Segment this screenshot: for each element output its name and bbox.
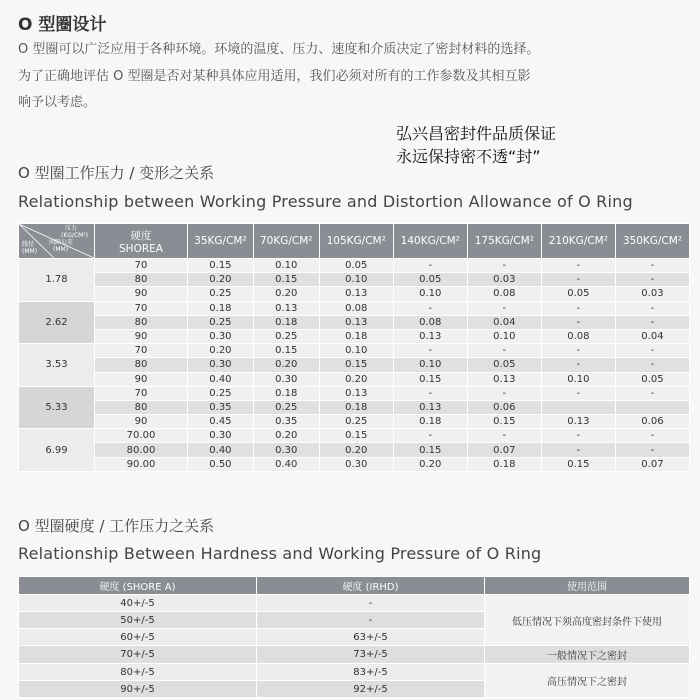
hardness-header [95, 224, 188, 259]
value-cell: - [541, 273, 615, 287]
irhd-cell: - [257, 612, 485, 629]
value-cell: 0.18 [467, 457, 541, 471]
hardness-cell: 70 [95, 259, 188, 273]
size-cell: 2.62 [19, 301, 95, 344]
value-cell: 0.35 [253, 415, 319, 429]
col-70: 70KG/CM² [253, 224, 319, 259]
shore-cell: 50+/-5 [19, 612, 257, 629]
size-cell: 1.78 [19, 259, 95, 302]
value-cell: 0.10 [319, 344, 393, 358]
col-210: 210KG/CM² [541, 224, 615, 259]
value-cell: 0.08 [467, 287, 541, 301]
value-cell: 0.20 [188, 273, 254, 287]
irhd-header: 硬度 (IRHD) [257, 577, 485, 595]
table-row [19, 386, 690, 400]
value-cell: - [467, 344, 541, 358]
section2-title-en: Relationship Between Hardness and Working Pressure of O Ring [18, 544, 542, 563]
value-cell: 0.08 [319, 301, 393, 315]
value-cell: 0.03 [615, 287, 689, 301]
value-cell: - [541, 443, 615, 457]
value-cell [615, 400, 689, 414]
corner-diameter-unit: (MM) [22, 248, 38, 255]
value-cell: 0.18 [188, 301, 254, 315]
value-cell: - [615, 273, 689, 287]
table-row [19, 259, 690, 273]
value-cell: - [393, 429, 467, 443]
shore-cell: 90+/-5 [19, 681, 257, 698]
hardness-cell: 80 [95, 358, 188, 372]
value-cell: - [615, 344, 689, 358]
usage-cell-high: 高压情况下之密封 [485, 664, 690, 698]
value-cell: 0.05 [319, 259, 393, 273]
usage-header: 使用范围 [485, 577, 690, 595]
value-cell: 0.08 [393, 315, 467, 329]
value-cell: 0.10 [467, 329, 541, 343]
pressure-distortion-table [18, 223, 690, 472]
value-cell: 0.50 [188, 457, 254, 471]
value-cell: 0.06 [615, 415, 689, 429]
value-cell: 0.20 [253, 429, 319, 443]
hardness-header-unit: SHOREA [119, 242, 163, 255]
value-cell: - [615, 315, 689, 329]
value-cell: 0.13 [319, 386, 393, 400]
value-cell: 0.18 [253, 386, 319, 400]
value-cell: - [541, 315, 615, 329]
value-cell: 0.03 [467, 273, 541, 287]
intro-line-3: 响予以考虑。 [18, 95, 97, 110]
table-row [19, 315, 690, 329]
size-cell: 6.99 [19, 429, 95, 472]
value-cell: - [615, 386, 689, 400]
value-cell: - [393, 386, 467, 400]
value-cell: 0.04 [615, 329, 689, 343]
hardness-cell: 70 [95, 344, 188, 358]
irhd-cell: 83+/-5 [257, 664, 485, 681]
hardness-cell: 90 [95, 329, 188, 343]
value-cell: - [393, 301, 467, 315]
value-cell: 0.30 [188, 429, 254, 443]
usage-cell-general: 一般情况下之密封 [485, 646, 690, 664]
value-cell: 0.10 [319, 273, 393, 287]
value-cell: 0.15 [188, 259, 254, 273]
value-cell: 0.15 [541, 457, 615, 471]
section2-title-zh: O 型圈硬度 / 工作压力之关系 [18, 517, 215, 535]
hardness-cell: 90 [95, 287, 188, 301]
value-cell: 0.25 [253, 329, 319, 343]
value-cell: 0.25 [319, 415, 393, 429]
table-row [19, 400, 690, 414]
usage-cell-low: 低压情况下须高度密封条件下使用 [485, 595, 690, 646]
value-cell: 0.40 [188, 372, 254, 386]
value-cell: 0.10 [253, 259, 319, 273]
quality-stamp-line-2: 永远保持密不透“封” [396, 147, 541, 166]
value-cell: 0.30 [188, 329, 254, 343]
hardness-cell: 80 [95, 315, 188, 329]
table-row [19, 457, 690, 471]
hardness-cell: 80.00 [95, 443, 188, 457]
hardness-header-label: 硬度 [130, 229, 152, 242]
hardness-cell: 80 [95, 273, 188, 287]
value-cell: 0.05 [467, 358, 541, 372]
value-cell: - [467, 301, 541, 315]
value-cell: 0.13 [467, 372, 541, 386]
value-cell: 0.20 [393, 457, 467, 471]
quality-stamp-line-1: 弘兴昌密封件品质保证 [396, 124, 557, 143]
value-cell: - [615, 358, 689, 372]
pressure-distortion-body [19, 259, 690, 472]
value-cell: 0.13 [253, 301, 319, 315]
col-35: 35KG/CM² [188, 224, 254, 259]
irhd-cell: 63+/-5 [257, 629, 485, 646]
value-cell: 0.07 [467, 443, 541, 457]
value-cell: - [393, 259, 467, 273]
col-140: 140KG/CM² [393, 224, 467, 259]
table-row [19, 301, 690, 315]
page-title: O 型圈设计 [18, 15, 107, 35]
hardness-cell: 80 [95, 400, 188, 414]
value-cell: - [541, 386, 615, 400]
table-row [19, 287, 690, 301]
table-row [19, 358, 690, 372]
value-cell: - [467, 386, 541, 400]
table-row [19, 429, 690, 443]
value-cell: - [615, 443, 689, 457]
value-cell: 0.13 [393, 329, 467, 343]
value-cell: 0.07 [615, 457, 689, 471]
col-350: 350KG/CM² [615, 224, 689, 259]
intro-line-2: 为了正确地评估 O 型圈是否对某种具体应用适用，我们必须对所有的工作参数及其相互影 [18, 69, 531, 84]
shore-cell: 80+/-5 [19, 664, 257, 681]
corner-gap-label: 间隙公差 [49, 239, 74, 246]
value-cell: 0.05 [393, 273, 467, 287]
value-cell: 0.15 [467, 415, 541, 429]
value-cell: 0.15 [393, 443, 467, 457]
section1-title-zh: O 型圈工作压力 / 变形之关系 [18, 164, 215, 182]
hardness-cell: 70 [95, 386, 188, 400]
value-cell: - [541, 344, 615, 358]
irhd-cell: 73+/-5 [257, 646, 485, 664]
table-row [19, 344, 690, 358]
value-cell: 0.20 [253, 287, 319, 301]
shore-cell: 40+/-5 [19, 595, 257, 612]
value-cell: 0.40 [188, 443, 254, 457]
table-row [19, 646, 690, 664]
corner-diameter-label: 线径 [22, 241, 35, 248]
intro-line-1: O 型圈可以广泛应用于各种环境。环境的温度、压力、速度和介质决定了密封材料的选择。 [18, 42, 540, 57]
irhd-cell: 92+/-5 [257, 681, 485, 698]
value-cell [541, 400, 615, 414]
value-cell: 0.45 [188, 415, 254, 429]
value-cell: 0.10 [393, 287, 467, 301]
value-cell: 0.30 [188, 358, 254, 372]
value-cell: 0.20 [319, 443, 393, 457]
value-cell: 0.20 [253, 358, 319, 372]
value-cell: - [393, 344, 467, 358]
value-cell: - [467, 259, 541, 273]
value-cell: 0.13 [319, 287, 393, 301]
corner-gap-unit: (MM) [53, 246, 69, 253]
value-cell: 0.18 [253, 315, 319, 329]
value-cell: 0.10 [393, 358, 467, 372]
hardness-cell: 90.00 [95, 457, 188, 471]
value-cell: 0.05 [615, 372, 689, 386]
size-cell: 3.53 [19, 344, 95, 387]
value-cell: 0.04 [467, 315, 541, 329]
table-row [19, 329, 690, 343]
value-cell: - [615, 301, 689, 315]
value-cell: 0.15 [393, 372, 467, 386]
value-cell: 0.15 [253, 273, 319, 287]
value-cell: 0.08 [541, 329, 615, 343]
section1-title-en: Relationship between Working Pressure and Distortion Allowance of O Ring [18, 192, 633, 211]
table-corner-header [19, 224, 95, 259]
value-cell: - [615, 259, 689, 273]
hardness-cell: 90 [95, 415, 188, 429]
value-cell: 0.15 [253, 344, 319, 358]
value-cell: 0.10 [541, 372, 615, 386]
value-cell: - [541, 429, 615, 443]
value-cell: 0.30 [253, 372, 319, 386]
value-cell: - [467, 429, 541, 443]
value-cell: - [541, 358, 615, 372]
value-cell: 0.25 [188, 287, 254, 301]
value-cell: 0.35 [188, 400, 254, 414]
value-cell: 0.13 [319, 315, 393, 329]
value-cell: - [541, 259, 615, 273]
size-cell: 5.33 [19, 386, 95, 429]
hardness-cell: 70.00 [95, 429, 188, 443]
irhd-cell: - [257, 595, 485, 612]
value-cell: 0.13 [541, 415, 615, 429]
value-cell: 0.06 [467, 400, 541, 414]
corner-pressure-unit: (KG/CM²) [61, 232, 89, 239]
value-cell: 0.20 [188, 344, 254, 358]
value-cell: 0.15 [319, 429, 393, 443]
value-cell: 0.15 [319, 358, 393, 372]
value-cell: 0.18 [393, 415, 467, 429]
table-row [19, 443, 690, 457]
shore-cell: 60+/-5 [19, 629, 257, 646]
value-cell: - [615, 429, 689, 443]
hardness-cell: 70 [95, 301, 188, 315]
shore-header: 硬度 (SHORE A) [19, 577, 257, 595]
corner-pressure-label: 压力 [65, 225, 78, 232]
table-row [19, 595, 690, 612]
table-row [19, 273, 690, 287]
col-105: 105KG/CM² [319, 224, 393, 259]
value-cell: 0.40 [253, 457, 319, 471]
value-cell: 0.13 [393, 400, 467, 414]
table-row [19, 664, 690, 681]
value-cell: 0.25 [188, 386, 254, 400]
value-cell: 0.20 [319, 372, 393, 386]
col-175: 175KG/CM² [467, 224, 541, 259]
table-row [19, 372, 690, 386]
shore-cell: 70+/-5 [19, 646, 257, 664]
hardness-cell: 90 [95, 372, 188, 386]
value-cell: 0.30 [253, 443, 319, 457]
value-cell: 0.25 [253, 400, 319, 414]
table-row [19, 415, 690, 429]
hardness-pressure-table [18, 576, 690, 698]
value-cell: 0.05 [541, 287, 615, 301]
value-cell: 0.30 [319, 457, 393, 471]
value-cell: 0.18 [319, 400, 393, 414]
value-cell: 0.25 [188, 315, 254, 329]
value-cell: - [541, 301, 615, 315]
value-cell: 0.18 [319, 329, 393, 343]
